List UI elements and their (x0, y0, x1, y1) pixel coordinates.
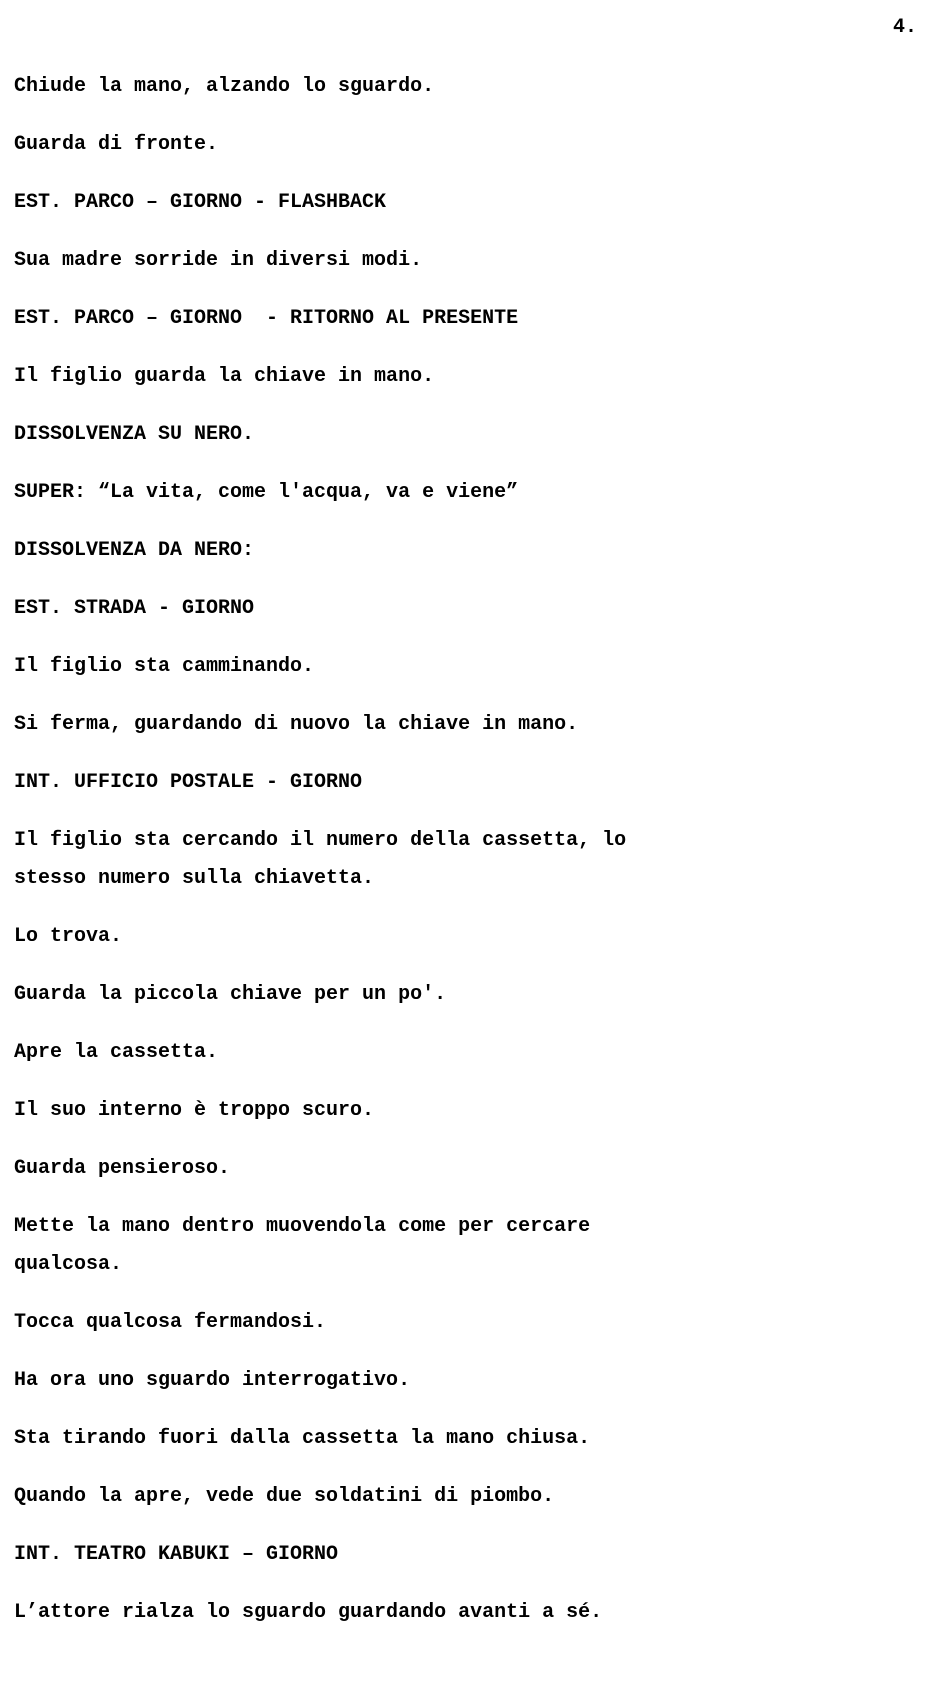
transition-line: DISSOLVENZA DA NERO: (14, 539, 255, 562)
action-line: Il figlio sta cercando il numero della cassetta, lo stesso numero sulla chiavetta. (14, 829, 627, 890)
script-body (14, 68, 814, 1652)
action-line: Guarda di fronte. (14, 133, 219, 156)
scene-heading: INT. UFFICIO POSTALE - GIORNO (14, 771, 363, 794)
scene-heading: EST. STRADA - GIORNO (14, 597, 255, 620)
action-line: Il figlio guarda la chiave in mano. (14, 365, 435, 388)
super-line: SUPER: “La vita, come l'acqua, va e viene” (14, 481, 519, 504)
scene-heading: EST. PARCO – GIORNO - RITORNO AL PRESENTE (14, 307, 519, 330)
transition-line: DISSOLVENZA SU NERO. (14, 423, 255, 446)
page-number: 4. (892, 16, 917, 39)
action-line: L’attore rialza lo sguardo guardando avanti a sé. (14, 1601, 603, 1624)
action-line: Apre la cassetta. (14, 1041, 219, 1064)
action-line: Sua madre sorride in diversi modi. (14, 249, 423, 272)
scene-heading: EST. PARCO – GIORNO - FLASHBACK (14, 191, 387, 214)
action-line: Il figlio sta camminando. (14, 655, 315, 678)
action-line: Ha ora uno sguardo interrogativo. (14, 1369, 411, 1392)
action-line: Si ferma, guardando di nuovo la chiave in mano. (14, 713, 579, 736)
action-line: Guarda pensieroso. (14, 1157, 231, 1180)
action-line: Mette la mano dentro muovendola come per cercare qualcosa. (14, 1215, 591, 1276)
action-line: Guarda la piccola chiave per un po'. (14, 983, 447, 1006)
action-line: Quando la apre, vede due soldatini di piombo. (14, 1485, 555, 1508)
action-line: Chiude la mano, alzando lo sguardo. (14, 75, 435, 98)
scene-heading: INT. TEATRO KABUKI – GIORNO (14, 1543, 339, 1566)
action-line: Lo trova. (14, 925, 123, 948)
action-line: Il suo interno è troppo scuro. (14, 1099, 375, 1122)
action-line: Sta tirando fuori dalla cassetta la mano chiusa. (14, 1427, 591, 1450)
action-line: Tocca qualcosa fermandosi. (14, 1311, 327, 1334)
